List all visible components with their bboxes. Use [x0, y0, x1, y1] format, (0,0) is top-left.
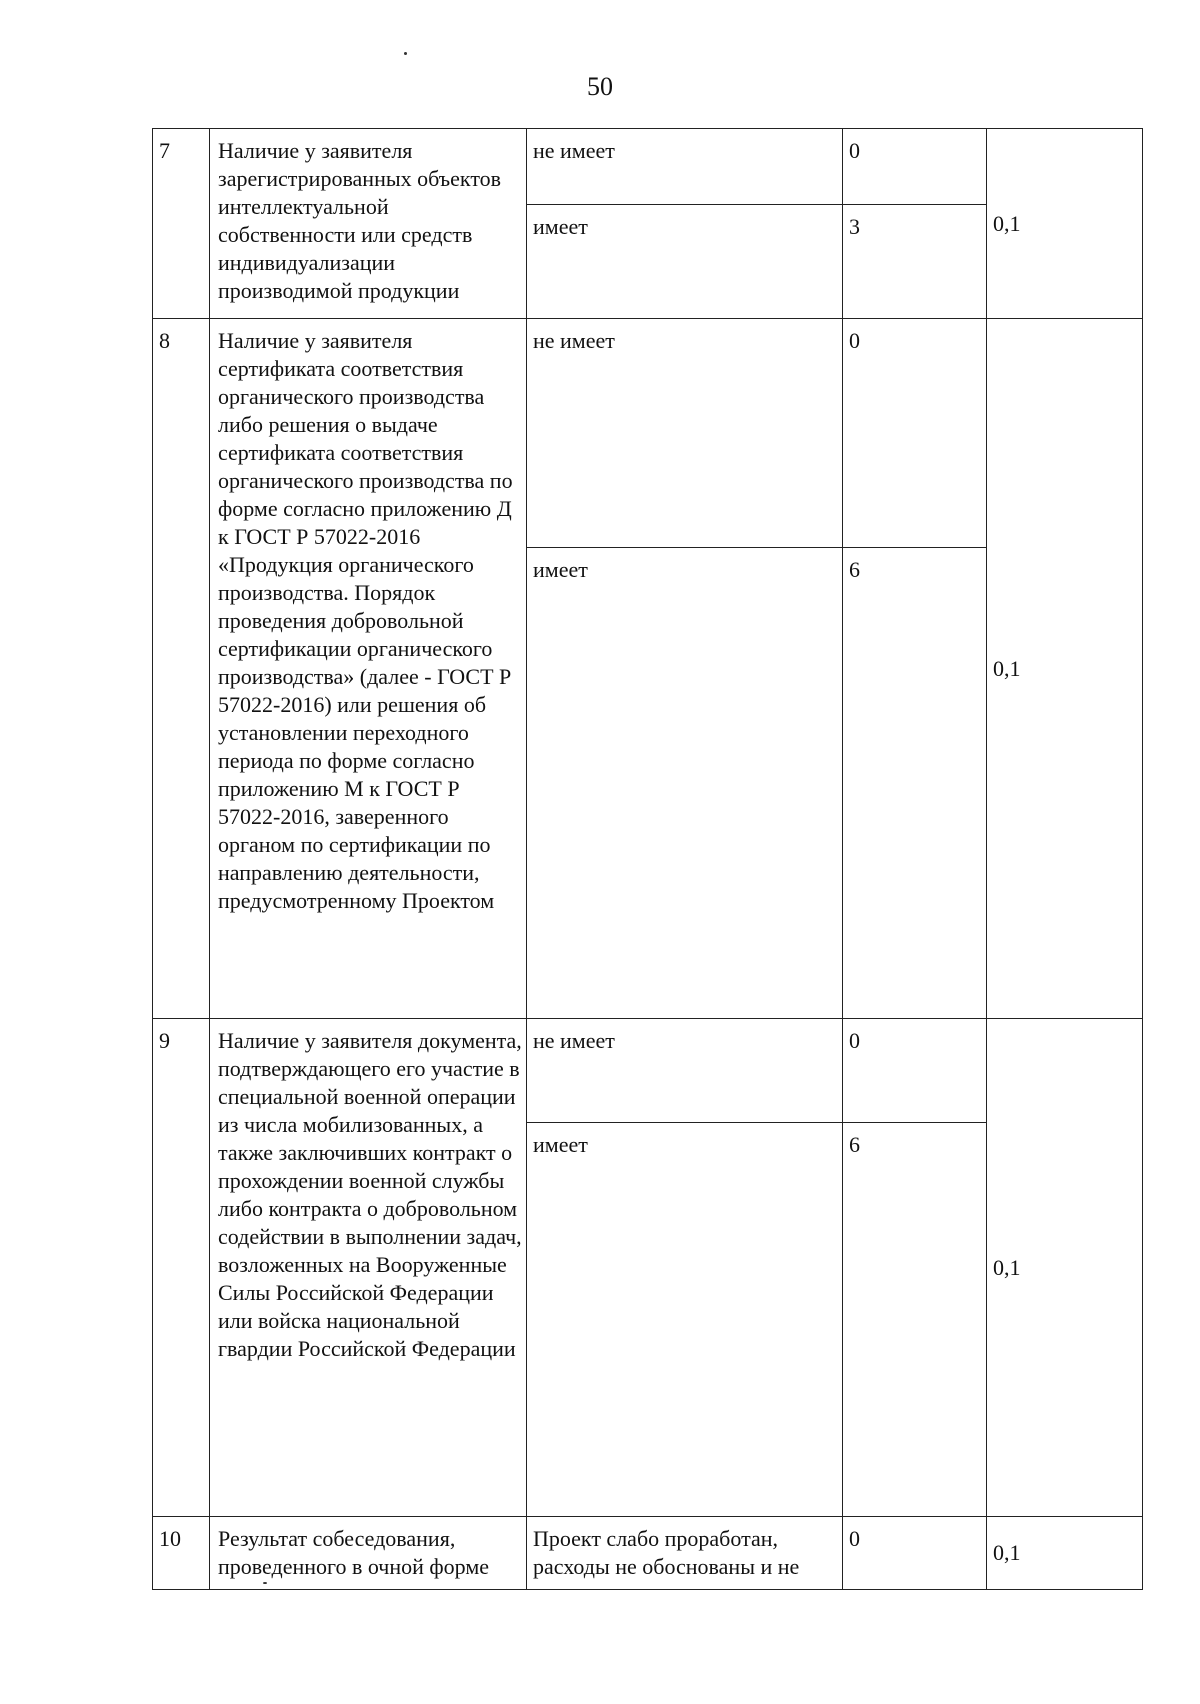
row-number: 7: [153, 129, 210, 319]
criterion-weight: 0,1: [987, 1517, 1143, 1590]
option-score: 0: [843, 1019, 987, 1123]
criterion-text: Наличие у заявителя сертификата соответствия органического производства либо решения о выдаче сертификата соответствия органического производства по форме согласно приложению Д к ГОСТ Р 57022-2016 «Продукция органического производства. Порядок проведения добровольной сертификации органического производства» (далее - ГОСТ Р 57022-2016) или решения об установлении переходного периода по форме согласно приложению М к ГОСТ Р 57022-2016, заверенного органом по сертификации по направлению деятельности, предусмотренному Проектом: [210, 319, 527, 1019]
criteria-table: [152, 128, 1143, 1590]
table-row: [153, 1517, 1143, 1590]
option-value: Проект слабо проработан, расходы не обоснованы и не: [527, 1517, 843, 1590]
option-score: 0: [843, 1517, 987, 1590]
row-number: 10: [153, 1517, 210, 1590]
table-row: [153, 1019, 1143, 1123]
option-score: 6: [843, 548, 987, 1019]
option-value: не имеет: [527, 319, 843, 548]
page-number: 50: [587, 72, 613, 101]
option-score: 0: [843, 129, 987, 205]
criterion-weight: 0,1: [987, 319, 1143, 1019]
criterion-text: Наличие у заявителя документа, подтверждающего его участие в специальной военной операции из числа мобилизованных, а также заключивших контракт о прохождении военной службы либо контракта о добровольном содействии в выполнении задач, возложенных на Вооруженные Силы Российской Федерации или войска национальной гвардии Российской Федерации: [210, 1019, 527, 1517]
criterion-weight: 0,1: [987, 129, 1143, 319]
table-row: [153, 319, 1143, 548]
criterion-weight: 0,1: [987, 1019, 1143, 1517]
table-row: [153, 129, 1143, 205]
option-score: 6: [843, 1123, 987, 1517]
criterion-text: Наличие у заявителя зарегистрированных объектов интеллектуальной собственности или средств индивидуализации производимой продукции: [210, 129, 527, 319]
option-value: имеет: [527, 1123, 843, 1517]
option-value: не имеет: [527, 1019, 843, 1123]
criterion-text: Результат собеседования, проведенного в очной форме: [210, 1517, 527, 1590]
option-value: имеет: [527, 205, 843, 319]
row-number: 8: [153, 319, 210, 1019]
option-score: 0: [843, 319, 987, 548]
row-number: 9: [153, 1019, 210, 1517]
option-score: 3: [843, 205, 987, 319]
scan-speck: [404, 52, 407, 55]
option-value: не имеет: [527, 129, 843, 205]
option-value: имеет: [527, 548, 843, 1019]
